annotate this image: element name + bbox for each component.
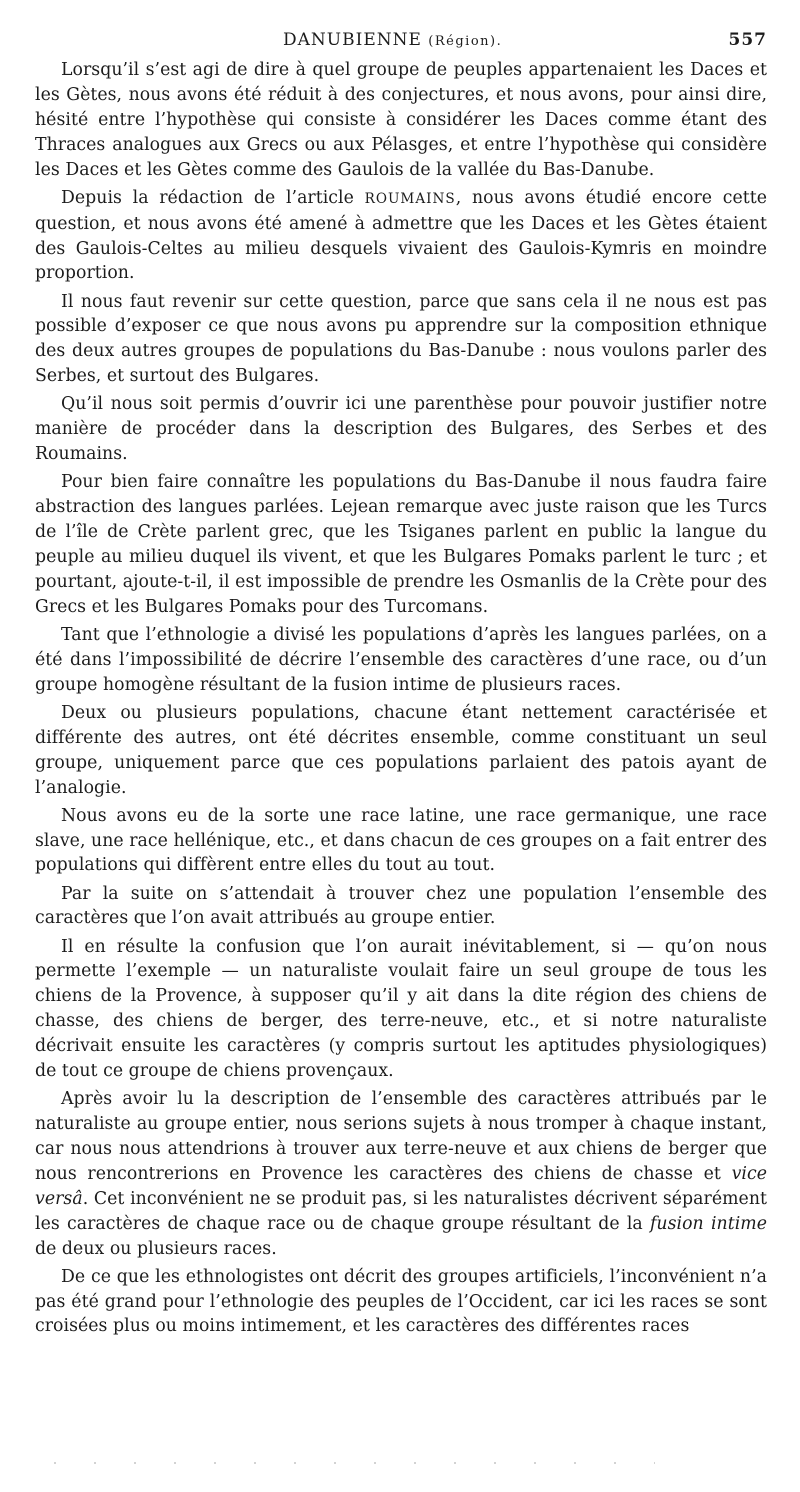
paragraph-6: Tant que l’ethnologie a divisé les populations d’après les langues parlées, on a été dans l’impossibilité de décrire l’ensemble des caractères d’une race, ou d’un groupe homogène résultant de la fusion intime de plusieurs races. bbox=[35, 624, 767, 695]
paragraph-2-before: Depuis la rédaction de l’article bbox=[61, 187, 365, 208]
book-page bbox=[35, 28, 767, 1339]
paragraph-11-part-2: . Cet inconvénient ne se produit pas, si les naturalistes décrivent séparément les caractères de chaque race ou de chaque groupe résultant de la bbox=[35, 1188, 767, 1234]
head-title-main: DANUBIENNE bbox=[283, 30, 422, 50]
paragraph-3: Il nous faut revenir sur cette question, parce que sans cela il ne nous est pas possible d’exposer ce que nous avons pu apprendre sur la composition ethnique des deux autres groupes de populations du Bas-Danube : nous voulons parler des Serbes, et surtout des Bulgares. bbox=[35, 291, 767, 387]
paragraph-10: Il en résulte la confusion que l’on aurait inévitablement, si — qu’on nous permette l’exemple — un naturaliste voulait faire un seul groupe de tous les chiens de la Provence, à supposer qu’il y ait dans la dite région des chiens de chasse, des chiens de berger, des terre-neuve, etc., et si notre naturaliste décrivait ensuite les caractères (y compris surtout les aptitudes physiologiques) de tout ce groupe de chiens provençaux. bbox=[35, 936, 767, 1082]
italic-fusion-intime: fusion intime bbox=[649, 1213, 768, 1234]
paragraph-11-part-3: de deux ou plusieurs races. bbox=[35, 1238, 277, 1259]
paragraph-12: De ce que les ethnologistes ont décrit des groupes artificiels, l’inconvénient n’a pas été grand pour l’ethnologie des peuples de l’Occident, car ici les races se sont croisées plus ou moins intimement, et les caractères des différentes races bbox=[35, 1266, 767, 1337]
paragraph-11-part-1: Après avoir lu la description de l’ensemble des caractères attribués par le naturaliste au groupe entier, nous serions sujets à nous tromper à chaque instant, car nous nous attendrions à trouver aux terre-neuve et aux chiens de berger que nous rencontrerions en Provence les caractères des chiens de chasse et bbox=[35, 1089, 767, 1184]
paragraph-4: Qu’il nous soit permis d’ouvrir ici une parenthèse pour pouvoir justifier notre manière de procéder dans la description des Bulgares, des Serbes et des Roumains. bbox=[35, 394, 767, 465]
page-number: 557 bbox=[728, 30, 767, 50]
paragraph-8: Nous avons eu de la sorte une race latine, une race germanique, une race slave, une race hellénique, etc., et dans chacun de ces groupes on a fait entrer des populations qui diffèrent entre elles du tout au tout. bbox=[35, 805, 767, 876]
paragraph-11 bbox=[35, 1087, 767, 1261]
paragraph-9: Par la suite on s’attendait à trouver chez une population l’ensemble des caractères que l’on avait attribués au groupe entier. bbox=[35, 883, 767, 929]
running-head bbox=[35, 28, 767, 54]
paragraph-7: Deux ou plusieurs populations, chacune étant nettement caractérisée et différente des autres, ont été décrites ensemble, comme constituant un seul groupe, uniquement parce que ces populations parlaient des patois ayant de l’analogie. bbox=[35, 702, 767, 798]
show-through-trace bbox=[35, 1462, 655, 1464]
paragraph-2 bbox=[35, 186, 767, 287]
italic-vice-versa: vice versâ bbox=[35, 1163, 767, 1209]
paragraph-5: Pour bien faire connaître les populations du Bas-Danube il nous faudra faire abstraction des langues parlées. Lejean remarque avec juste raison que les Turcs de l’île de Crète parlent grec, que les Tsiganes parlent en public la langue du peuple au milieu duquel ils vivent, et que les Bulgares Pomaks parlent le turc ; et pourtant, ajoute-t-il, il est impossible de prendre les Osmanlis de la Crète pour des Grecs et les Bulgares Pomaks pour des Turcomans. bbox=[35, 472, 767, 617]
article-reference: ROUMAINS bbox=[364, 190, 456, 207]
body-text bbox=[35, 58, 767, 1339]
running-head-title bbox=[283, 30, 502, 50]
paragraph-2-after: , nous avons étudié encore cette question, et nous avons été amené à admettre que les Daces et les Gètes étaient des Gaulois-Celtes au milieu desquels vivaient des Gaulois-Kymris en moindre proportion. bbox=[35, 187, 767, 284]
head-title-sub: (Région). bbox=[428, 34, 503, 49]
paragraph-1: Lorsqu’il s’est agi de dire à quel groupe de peuples appartenaient les Daces et les Gètes, nous avons été réduit à des conjectures, et nous avons, pour ainsi dire, hésité entre l’hypothèse qui consiste à considérer les Daces comme étant des Thraces analogues aux Grecs ou aux Pélasges, et entre l’hypothèse qui considère les Daces et les Gètes comme des Gaulois de la vallée du Bas-Danube. bbox=[35, 60, 767, 180]
